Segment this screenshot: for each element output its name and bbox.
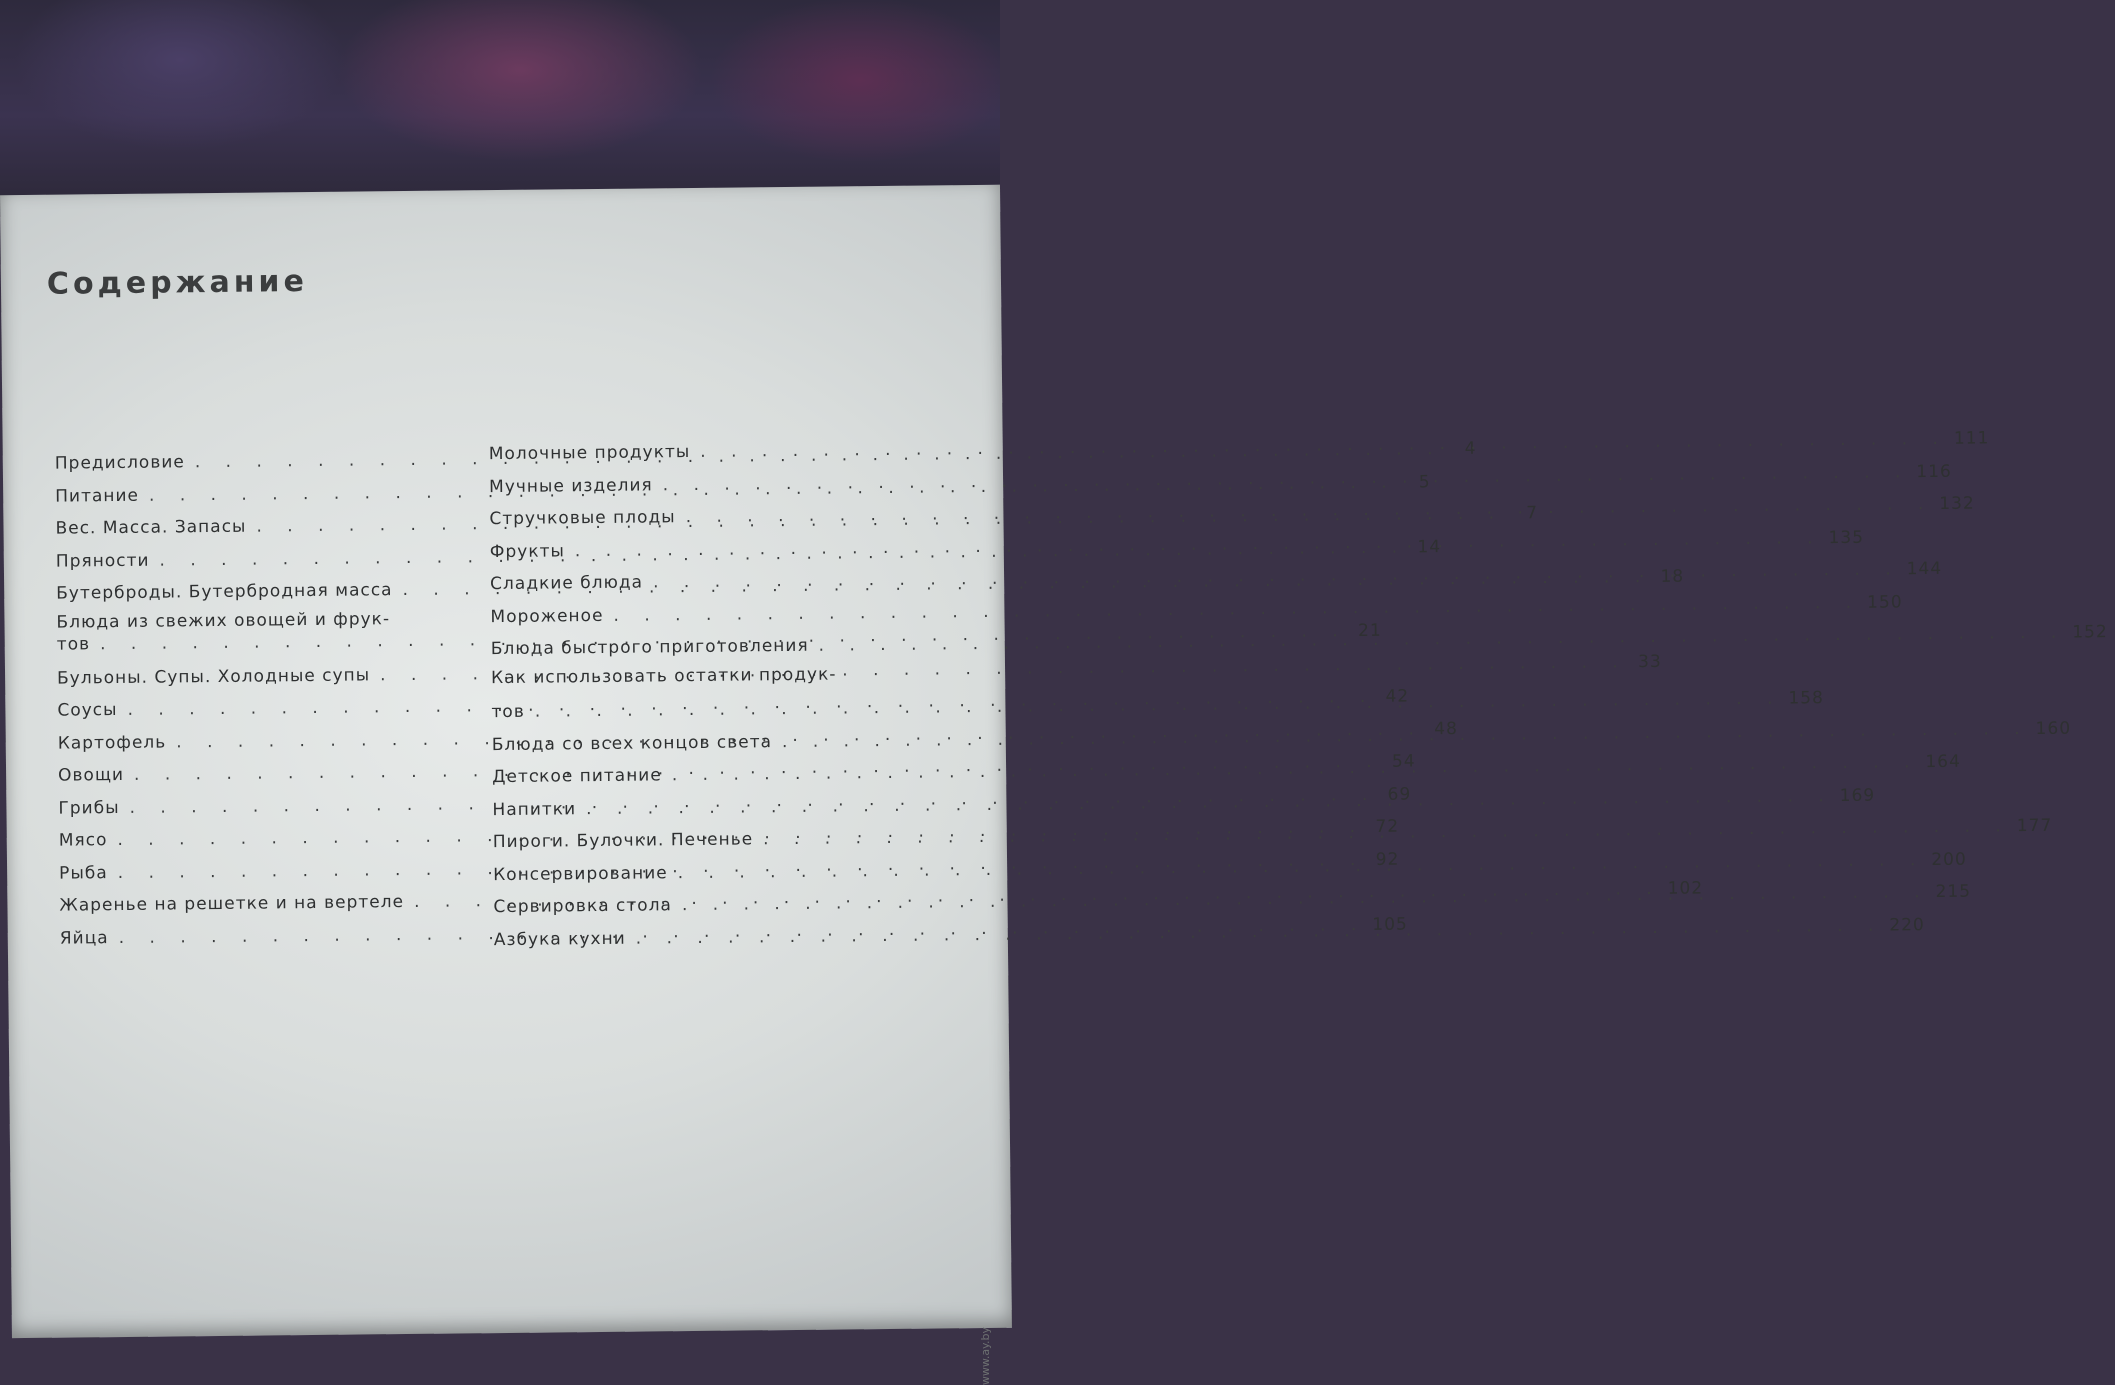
toc-page-number: 135 (1828, 527, 1865, 548)
toc-entry-title: Предисловие (54, 452, 185, 474)
toc-page-number: 54 (1391, 751, 1416, 772)
page-title: Содержание (46, 264, 309, 302)
toc-entry-title: Фрукты (489, 540, 565, 562)
toc-entry-title: Яйца (59, 927, 109, 949)
toc-entry-title: Бульоны. Супы. Холодные супы (56, 664, 371, 689)
toc-entry-title: Блюда быстрого приготовления (490, 635, 809, 660)
toc-page-number: 169 (1839, 785, 1876, 806)
toc-page-number: 144 (1906, 558, 1943, 580)
toc-page-number: 116 (1916, 461, 1952, 482)
toc-entry-title: Картофель (57, 732, 167, 754)
toc-entry-title: Вес. Масса. Запасы (55, 516, 247, 539)
toc-page-number: 69 (1387, 783, 1412, 805)
toc-entry-title: Пряности (55, 550, 150, 572)
toc-entry-title: Жаренье на решетке и на вертеле (59, 892, 405, 916)
toc-entry-title: Сервировка стола (493, 895, 673, 918)
toc-entry-title: Напитки (492, 798, 577, 820)
toc-page-number: 102 (1667, 878, 1704, 899)
toc-entry-title: Мороженое (490, 605, 604, 627)
toc-entry-title: Рыба (59, 862, 108, 884)
toc-page-number: 5 (1418, 471, 1431, 492)
toc-entry-title: Питание (55, 485, 140, 507)
toc-entry-title: Блюда из свежих овощей и фрук- (56, 608, 391, 633)
toc-page-number: 72 (1375, 816, 1400, 837)
toc-page-number: 4 (1464, 438, 1477, 459)
toc-entry-title: Детское питание (492, 765, 662, 788)
toc-entry-title: Консервирование (493, 862, 668, 885)
toc-page-number: 164 (1925, 751, 1961, 773)
toc-entry-title: Стручковые плоды (489, 507, 676, 530)
toc-entry-title: Бутерброды. Бутербродная масса (56, 580, 393, 604)
toc-page-number: 152 (2072, 622, 2108, 643)
toc-entry-title: Молочные продукты (488, 442, 691, 465)
toc-page-number: 14 (1417, 536, 1442, 557)
toc-page-number: 18 (1660, 566, 1685, 587)
toc-page-number: 160 (2035, 718, 2072, 739)
toc-entry-title: Грибы (58, 797, 120, 819)
background-fabric (0, 0, 1000, 210)
watermark-text: www.ay.by (979, 1327, 992, 1385)
toc-page-number: 215 (1935, 881, 1972, 903)
toc-page-number: 42 (1385, 686, 1410, 707)
toc-entry-title-continuation: тов (491, 701, 525, 722)
toc-page-number: 158 (1788, 687, 1824, 709)
toc-entry-title: Соусы (57, 700, 118, 721)
toc-entry (489, 461, 1952, 505)
book-page (0, 185, 2108, 1338)
toc-page-number: 48 (1434, 718, 1458, 739)
toc-page-number: 33 (1638, 651, 1662, 672)
toc-page-number: 150 (1867, 591, 1903, 613)
toc-page-number: 92 (1375, 849, 1400, 870)
toc-page-number: 220 (1889, 914, 1925, 935)
toc-entry-title: Пироги. Булочки. Печенье (492, 829, 754, 853)
toc-entry-title: Мучные изделия (489, 474, 653, 497)
toc-entry-title: Азбука кухни (493, 928, 626, 950)
toc-page-number: 21 (1357, 620, 1382, 641)
toc-entry-title: Овощи (58, 764, 125, 786)
toc-entry-title-continuation: тов (56, 633, 91, 655)
toc-entry-title: Мясо (58, 830, 108, 851)
toc-page-number: 111 (1953, 428, 1990, 449)
toc-page-number: 200 (1931, 849, 1967, 870)
toc-entry-title: Сладкие блюда (490, 572, 644, 595)
toc-page-number: 7 (1526, 503, 1539, 524)
toc-page-number: 105 (1372, 914, 1408, 935)
toc-entry-title: Блюда со всех концов света (491, 731, 773, 755)
toc-page-number: 177 (2016, 815, 2053, 837)
toc-entry-title: Как использовать остатки продук- (491, 664, 837, 688)
toc-page-number: 132 (1939, 493, 1975, 514)
